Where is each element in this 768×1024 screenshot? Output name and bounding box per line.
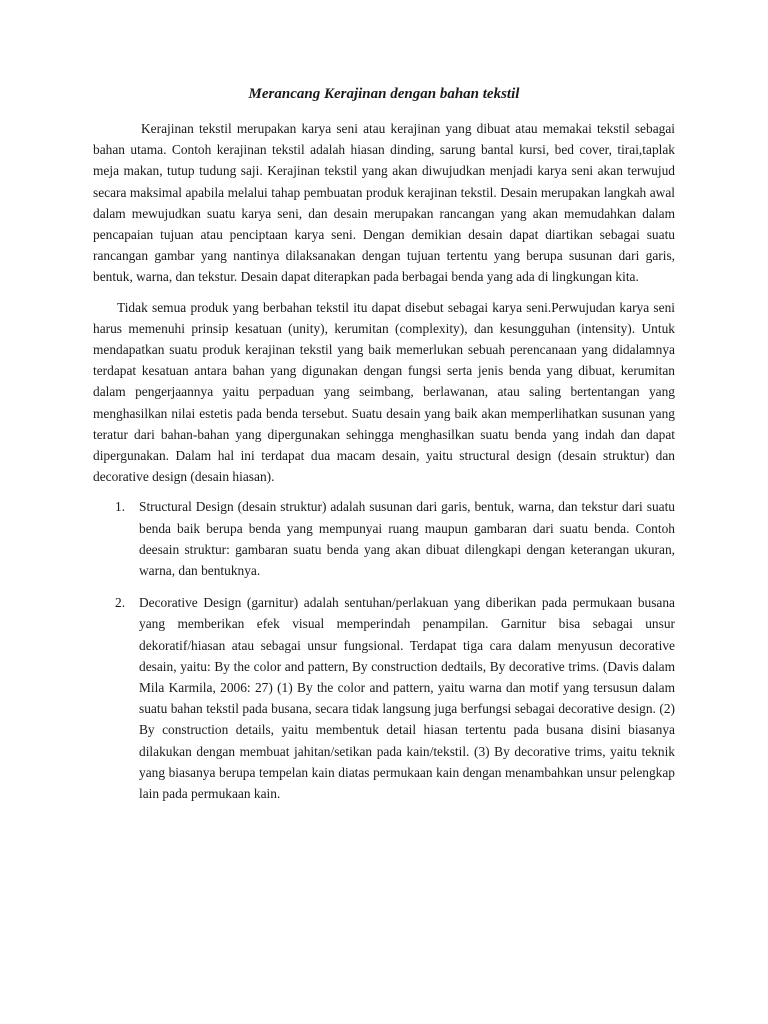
paragraph-principles: Tidak semua produk yang berbahan tekstil itu dapat disebut sebagai karya seni.Perwujudan karya seni harus memenuhi prinsip kesatuan (unity), kerumitan (complexity), dan kesungguhan (intensity). Untuk mendapatkan suatu produk kerajinan tekstil yang baik memerlukan sebuah perencanaan yang didalamnya terdapat kesatuan antara bahan yang digunakan dengan fungsi serta jenis benda yang dibuat, kerumitan dalam pengerjaannya yaitu perpaduan yang seimbang, berlawanan, atau saling bertentangan yang menghasilkan nilai estetis pada benda tersebut. Suatu desain yang baik akan memperlihatkan susunan yang teratur dari bahan-bahan yang dipergunakan sehingga menghasilkan suatu benda yang indah dan dapat dipergunakan. Dalam hal ini terdapat dua macam desain, yaitu structural design (desain struktur) dan decorative design (desain hiasan). bbox=[93, 299, 675, 485]
design-types-list bbox=[93, 496, 675, 804]
list-item-text: Structural Design (desain struktur) adalah susunan dari garis, bentuk, warna, dan tekstur dari suatu benda baik berupa benda yang mempunyai ruang maupun gambaran dari suatu benda. Contoh deesain struktur: gambaran suatu benda yang akan dibuat dilengkapi dengan keterangan ukuran, warna, dan bentuknya. bbox=[139, 499, 675, 579]
list-item-text: Decorative Design (garnitur) adalah sentuhan/perlakuan yang diberikan pada permukaan busana yang memberikan efek visual memperindah penampilan. Garnitur bisa sebagai unsur dekoratif/hiasan atau sebagai unsur fungsional. Terdapat tiga cara dalam menyusun decorative desain, yaitu: By the color and pattern, By construction dedtails, By decorative trims. (Davis dalam Mila Karmila, 2006: 27) (1) By the color and pattern, yaitu warna dan motif yang tersusun dalam suatu bahan tekstil pada busana, secara tidak langsung juga berfungsi sebagai decorative design. (2) By construction details, yaitu membentuk detail hiasan tertentu pada busana disini biasanya dilakukan dengan membuat jahitan/setikan pada kain/tekstil. (3) By decorative trims, yaitu teknik yang biasanya berupa tempelan kain diatas permukaan kain dengan menambahkan unsur pelengkap lain pada permukaan kain. bbox=[139, 595, 675, 802]
list-item-structural-design bbox=[93, 496, 675, 581]
document-page bbox=[93, 84, 675, 815]
list-number: 1. bbox=[115, 499, 126, 515]
list-item-decorative-design bbox=[93, 592, 675, 804]
document-title: Merancang Kerajinan dengan bahan tekstil bbox=[248, 86, 520, 102]
list-number: 2. bbox=[115, 595, 126, 611]
paragraph-intro: Kerajinan tekstil merupakan karya seni atau kerajinan yang dibuat atau memakai tekstil sebagai bahan utama. Contoh kerajinan tekstil adalah hiasan dinding, sarung bantal kursi, bed cover, tirai,taplak meja makan, tutup tudung saji. Kerajinan tekstil yang akan diwujudkan menjadi karya seni akan terwujud secara maksimal apabila melalui tahap pembuatan produk kerajinan tekstil. Desain merupakan langkah awal dalam mewujudkan suatu karya seni, dan desain merupakan rancangan yang akan memudahkan dalam pencapaian tujuan atau penciptaan karya seni. Dengan demikian desain dapat diartikan sebagai suatu rancangan gambar yang nantinya dilaksanakan dengan tujuan tertentu yang berupa susunan dari garis, bentuk, warna, dan tekstur. Desain dapat diterapkan pada berbagai benda yang ada di lingkungan kita. bbox=[93, 121, 675, 285]
